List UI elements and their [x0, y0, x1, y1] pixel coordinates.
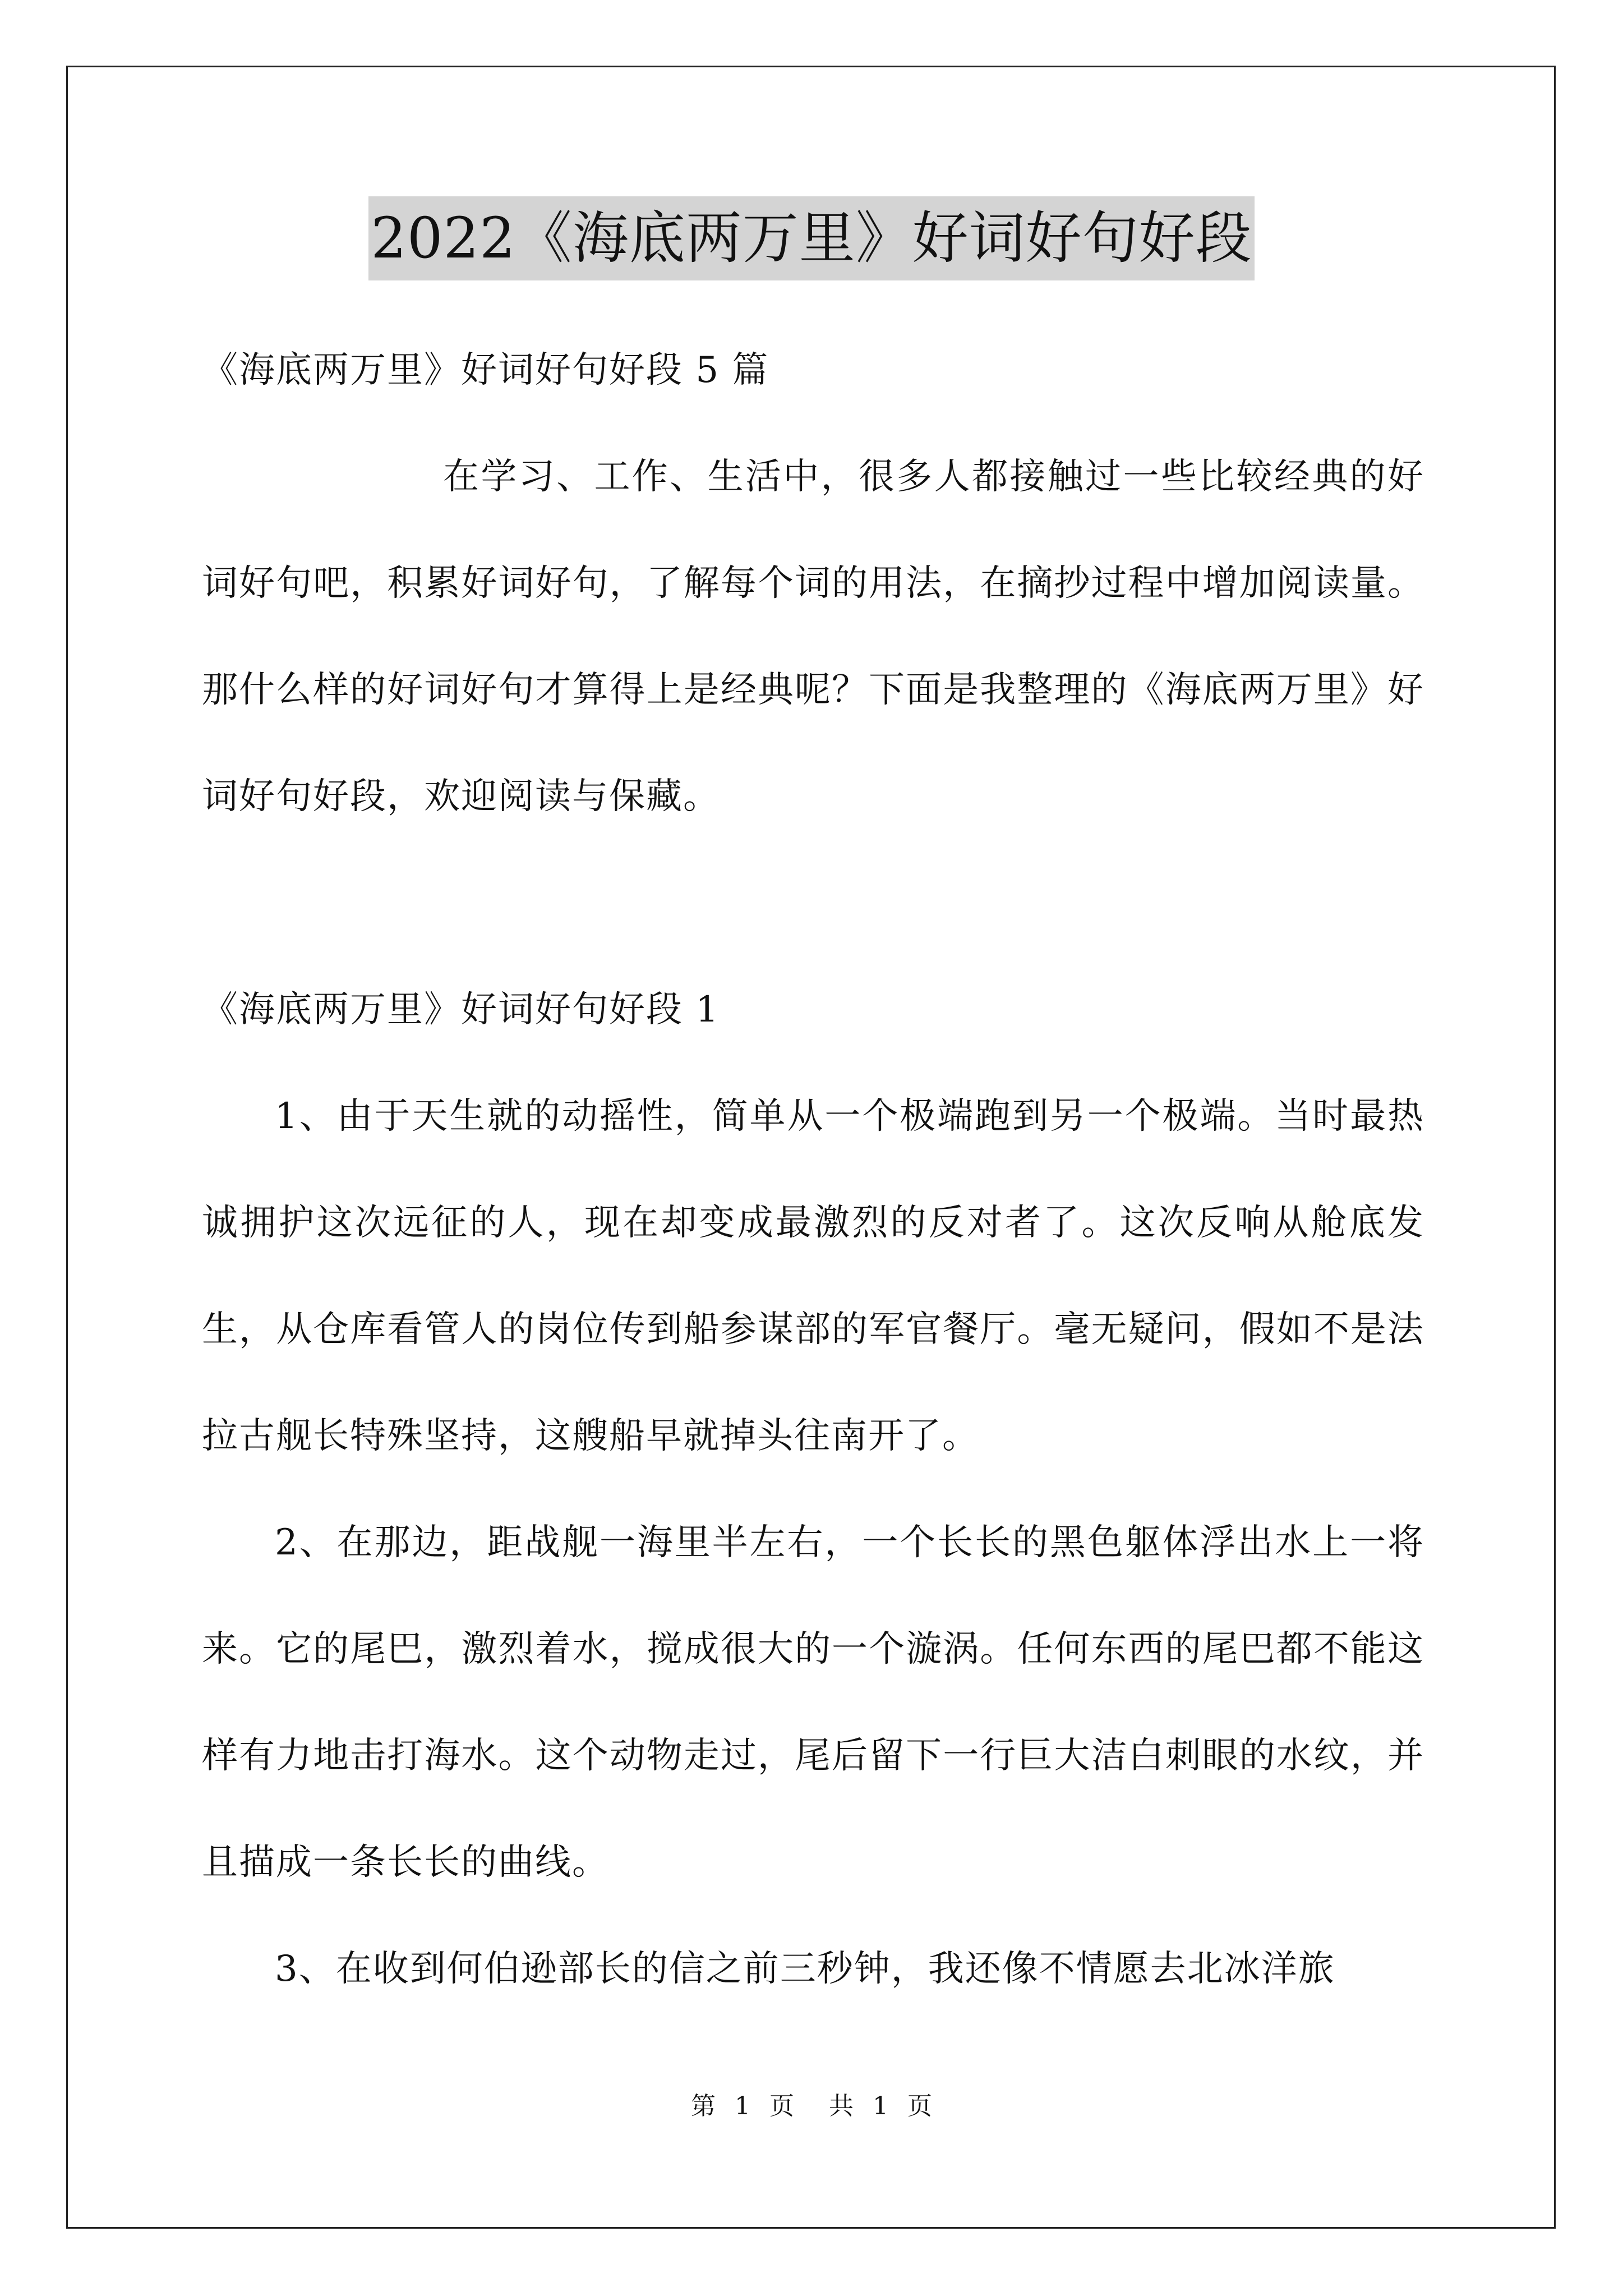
intro-paragraph: 在学习、工作、生活中，很多人都接触过一些比较经典的好词好句吧，积累好词好句，了解每个词的用法，在摘抄过程中增加阅读量。那什么样的好词好句才算得上是经典呢？下面是我整理的《海底两万里》好词好句好段，欢迎阅读与保藏。 [202, 456, 1424, 817]
list-item: 1、由于天生就的动摇性，简单从一个极端跑到另一个极端。当时最热诚拥护这次远征的人，现在却变成最激烈的反对者了。这次反响从舱底发生，从仓库看管人的岗位传到船参谋部的军官餐厅。毫无疑问，假如不是法拉古舰长特殊坚持，这艘船早就掉头往南开了。 [202, 1096, 1424, 1457]
list-item: 2、在那边，距战舰一海里半左右，一个长长的黑色躯体浮出水上一将来。它的尾巴，激烈着水，搅成很大的一个漩涡。任何东西的尾巴都不能这样有力地击打海水。这个动物走过，尾后留下一行巨大洁白刺眼的水纹，并且描成一条长长的曲线。 [202, 1522, 1424, 1883]
list-item: 3、在收到何伯逊部长的信之前三秒钟，我还像不情愿去北冰洋旅 [275, 1948, 1335, 1990]
document-body [202, 317, 1424, 2022]
page-footer [0, 2090, 1623, 2123]
page-number-total: 共 1 页 [829, 2092, 932, 2120]
section-heading: 《海底两万里》好词好句好段 1 [202, 989, 720, 1030]
title-container [0, 196, 1623, 280]
page-number-current: 第 1 页 [691, 2092, 794, 2120]
document-title: 2022《海底两万里》好词好句好段 [368, 196, 1255, 280]
document-subtitle: 《海底两万里》好词好句好段 5 篇 [202, 349, 769, 391]
